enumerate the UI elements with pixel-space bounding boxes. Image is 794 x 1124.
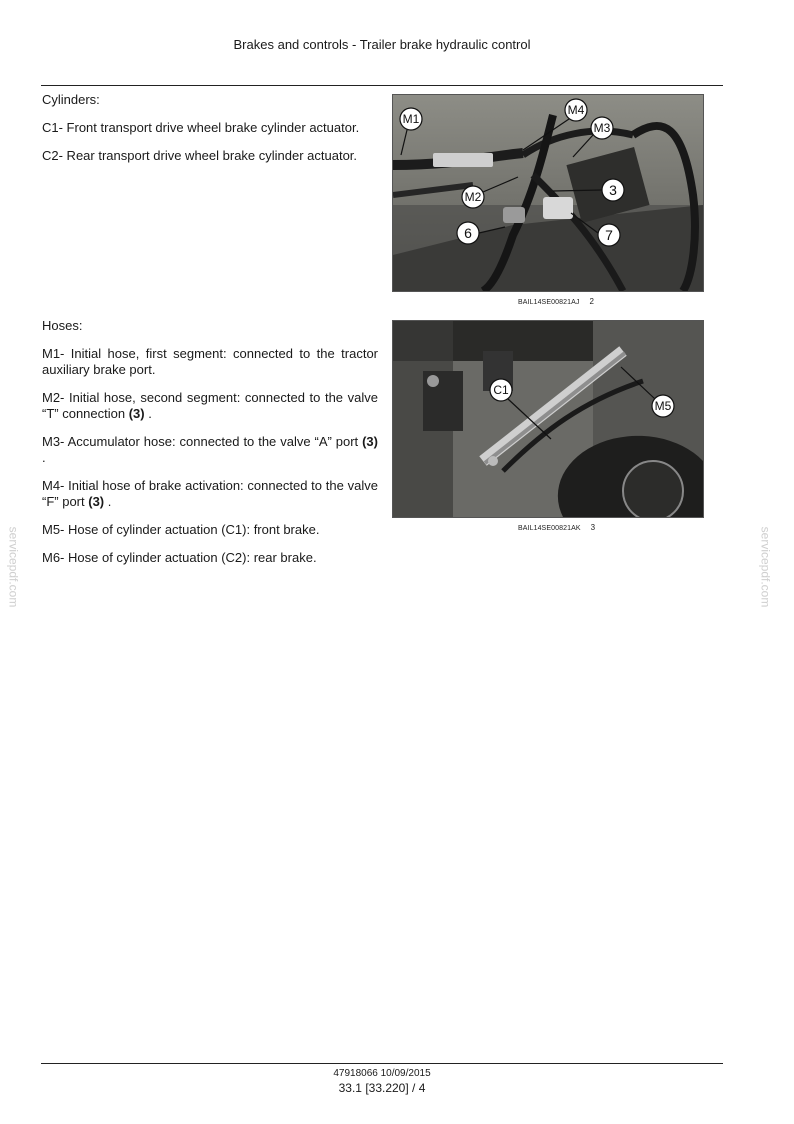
callout-m1: M1 [402,112,420,126]
figure-3-caption [518,523,595,532]
figure-2-photo [392,94,704,292]
hose-item-m5: M5- Hose of cylinder actuation (C1): front brake. [42,522,320,537]
callout-m5: M5 [654,399,672,413]
callout-m3: M3 [593,121,611,135]
page-footer [0,1068,764,1095]
page-header-title: Brakes and controls - Trailer brake hydraulic control [233,37,531,52]
cylinders-section [42,92,378,164]
figure-3-number: 3 [590,523,596,532]
hose-item-m1: M1- Initial hose, first segment: connected to the tractor auxiliary brake port. [42,346,378,377]
callout-c1: C1 [493,383,509,397]
hose-item-m6: M6- Hose of cylinder actuation (C2): rear brake. [42,550,317,565]
cylinder-item-c2: C2- Rear transport drive wheel brake cylinder actuator. [42,148,358,163]
figure-3-illustration [393,321,703,517]
hoses-section [42,318,378,566]
footer-doc-info: 47918066 10/09/2015 [333,1068,431,1079]
header-rule [41,85,723,86]
figure-2-code: BAIL14SE00821AJ [518,299,580,306]
hose-item-m2: M2- Initial hose, second segment: connected to the valve “T” connection (3) . [42,390,378,421]
figure-3-code: BAIL14SE00821AK [518,525,581,532]
hose-item-m4: M4- Initial hose of brake activation: connected to the valve “F” port (3) . [42,478,378,509]
hose-item-m3: M3- Accumulator hose: connected to the valve “A” port (3) . [42,434,378,465]
figure-2-illustration [393,95,703,291]
watermark-left: servicepdf.com [6,526,21,608]
cylinder-item-c1: C1- Front transport drive wheel brake cylinder actuator. [42,120,360,135]
callout-6: 6 [464,225,472,241]
callout-m4: M4 [567,103,585,117]
figure-2-caption [518,297,594,306]
footer-rule [41,1063,723,1064]
hoses-heading: Hoses: [42,318,83,333]
cylinders-heading: Cylinders: [42,92,100,107]
callout-m2: M2 [464,190,482,204]
figure-3-photo [392,320,704,518]
figure-2-number: 2 [589,297,594,306]
watermark-right: servicepdf.com [758,526,773,608]
callout-3: 3 [609,182,617,198]
footer-page-number: 33.1 [33.220] / 4 [338,1081,426,1095]
callout-7: 7 [605,227,613,243]
